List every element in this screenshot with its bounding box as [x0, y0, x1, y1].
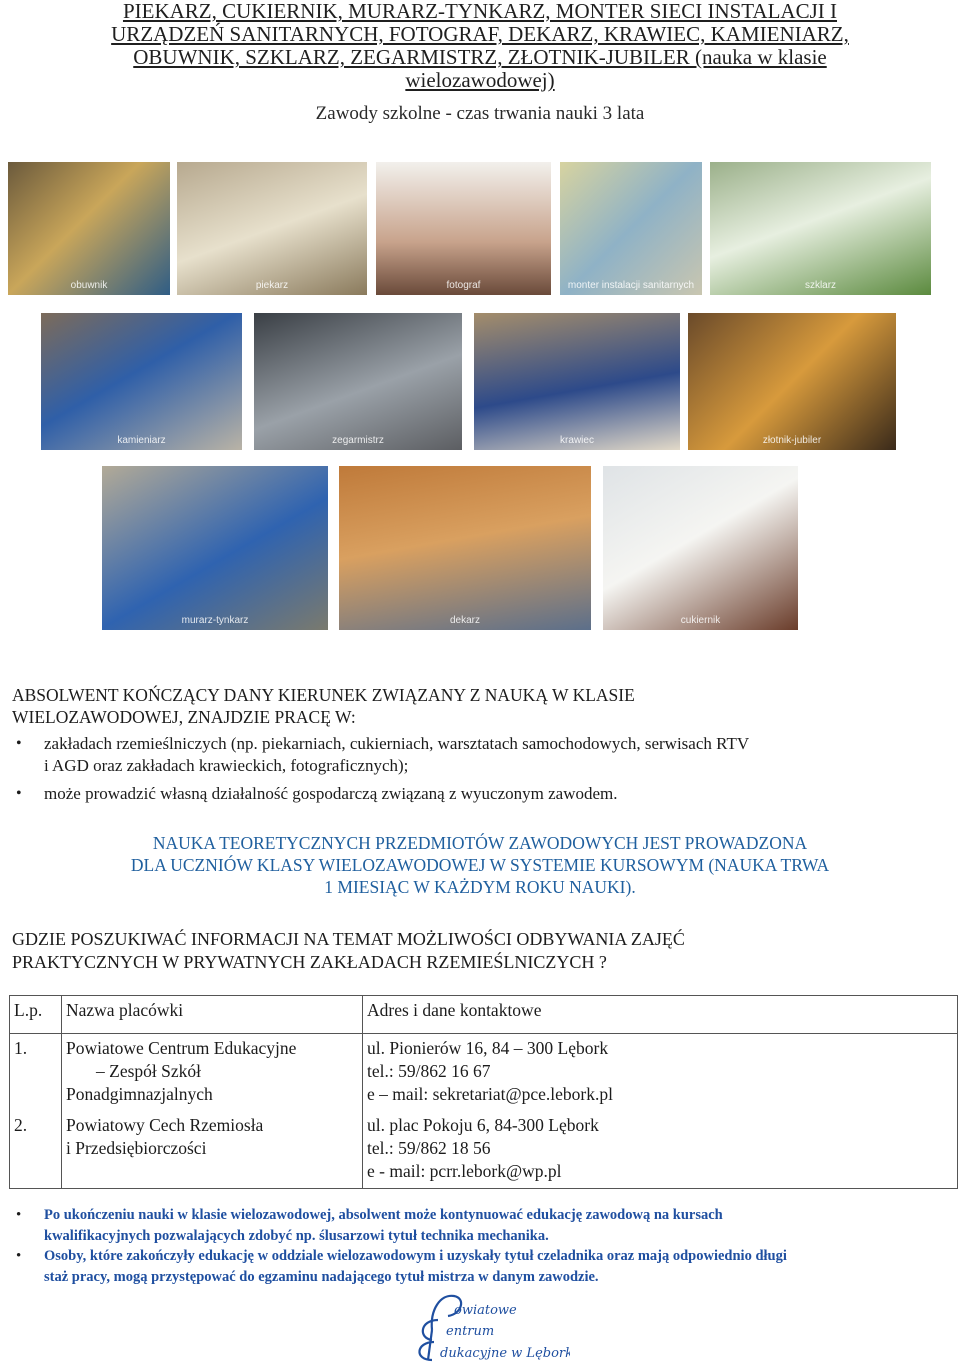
title-line: wielozawodowej): [405, 68, 555, 92]
logo-graphic: [410, 1290, 570, 1364]
contact-line: ul. plac Pokoju 6, 84-300 Lębork: [367, 1115, 599, 1135]
logo-line1: owiatowe: [454, 1303, 517, 1318]
photo-caption: dekarz: [449, 615, 480, 626]
page-subtitle: Zawody szkolne - czas trwania nauki 3 lata: [315, 103, 645, 124]
photo-kamieniarz: [41, 313, 242, 450]
name-line: Ponadgimnazjalnych: [66, 1084, 213, 1104]
photo-zlotnik: [688, 313, 896, 450]
row-contact: [363, 1034, 958, 1112]
photo-zegarmistrz: [254, 313, 462, 450]
photo-caption: obuwnik: [70, 280, 108, 291]
photo-szklarz: [710, 162, 931, 295]
list-item: [12, 783, 942, 805]
title-line: OBUWNIK, SZKLARZ, ZEGARMISTRZ, ZŁOTNIK-JUBILER (nauka w klasie: [133, 45, 827, 69]
photo-krawiec: [474, 313, 680, 450]
name-line: – Zespół Szkół: [96, 1061, 201, 1081]
photo-caption: złotnik-jubiler: [762, 435, 822, 446]
notes-list: [12, 1205, 947, 1287]
row-name: [62, 1111, 363, 1189]
row-number: 2.: [10, 1111, 62, 1189]
heading-line: ABSOLWENT KOŃCZĄCY DANY KIERUNEK ZWIĄZANY Z NAUKĄ W KLASIE: [12, 685, 635, 705]
contact-line: tel.: 59/862 18 56: [367, 1138, 491, 1158]
name-line: Powiatowe Centrum Edukacyjne: [66, 1038, 297, 1058]
photo-caption: zegarmistrz: [332, 435, 384, 446]
header-contact: Adres i dane kontaktowe: [363, 996, 958, 1034]
logo-p-stem: [428, 1330, 432, 1360]
photo-caption: cukiernik: [680, 615, 721, 626]
row-contact: [363, 1111, 958, 1189]
note-line: • Osoby, które zakończyły edukację w oddziale wielozawodowym i uzyskały tytuł czeladnika oraz mają odpowiednio długi: [44, 1248, 787, 1264]
photo-caption: krawiec: [560, 435, 594, 446]
notice-line: NAUKA TEORETYCZNYCH PRZEDMIOTÓW ZAWODOWYCH JEST PROWADZONA: [152, 833, 808, 853]
name-line: i Przedsiębiorczości: [66, 1138, 207, 1158]
graduate-heading: [12, 684, 942, 728]
photo-murarz: [102, 466, 328, 630]
bullet-line: i AGD oraz zakładach krawieckich, fotograficznych);: [44, 756, 409, 775]
notice-line: 1 MIESIĄC W KAŻDYM ROKU NAUKI).: [324, 877, 636, 897]
page-title: [10, 0, 950, 92]
photo-caption: fotograf: [446, 280, 481, 291]
contact-line: tel.: 59/862 16 67: [367, 1061, 491, 1081]
notice-line: DLA UCZNIÓW KLASY WIELOZAWODOWEJ W SYSTEMIE KURSOWYM (NAUKA TRWA: [130, 855, 830, 875]
pce-logo: [410, 1290, 570, 1364]
table-header-row: [10, 996, 958, 1034]
photo-dekarz: [339, 466, 591, 630]
photo-caption: kamieniarz: [117, 435, 166, 446]
photo-cukiernik: [603, 466, 798, 630]
title-line: URZĄDZEŃ SANITARNYCH, FOTOGRAF, DEKARZ, KRAWIEC, KAMIENIARZ,: [111, 22, 849, 46]
contact-line: ul. Pionierów 16, 84 – 300 Lębork: [367, 1038, 609, 1058]
list-item: [12, 1205, 947, 1246]
header-number: L.p.: [10, 996, 62, 1034]
note-line: • Po ukończeniu nauki w klasie wielozawodowej, absolwent może kontynuować edukację zawodową na kursach: [44, 1207, 723, 1223]
photo-obuwnik: [8, 162, 170, 295]
logo-e-shape: [419, 1342, 434, 1360]
title-line: PIEKARZ, CUKIERNIK, MURARZ-TYNKARZ, MONTER SIECI INSTALACJI I: [122, 0, 838, 23]
note-line: kwalifikacyjnych pozwalających zdobyć np. ślusarzowi tytuł technika mechanika.: [44, 1227, 549, 1244]
header-name: Nazwa placówki: [62, 996, 363, 1034]
contact-line[interactable]: e - mail: pcrr.lebork@wp.pl: [367, 1161, 562, 1181]
bullet-line: • może prowadzić własną działalność gospodarczą związaną z wyuczonym zawodem.: [44, 784, 618, 803]
contact-line[interactable]: e – mail: sekretariat@pce.lebork.pl: [367, 1084, 613, 1104]
list-item: [12, 733, 942, 777]
table-row: [10, 1111, 958, 1189]
list-item: [12, 1246, 947, 1287]
graduate-bullets: [12, 733, 942, 805]
photo-fotograf: [376, 162, 551, 295]
note-line: staż pracy, mogą przystępować do egzaminu nadającego tytuł mistrza w danym zawodzie.: [44, 1268, 599, 1285]
row-name: [62, 1034, 363, 1112]
photo-caption: murarz-tynkarz: [181, 615, 249, 626]
logo-line2: entrum: [446, 1324, 495, 1339]
logo-line3: dukacyjne w Lęborku: [440, 1346, 570, 1361]
photo-piekarz: [177, 162, 367, 295]
institutions-table: [9, 995, 958, 1189]
heading-line: WIELOZAWODOWEJ, ZNAJDZIE PRACĘ W:: [12, 707, 356, 727]
title-block: [10, 0, 950, 126]
name-line: Powiatowy Cech Rzemiosła: [66, 1115, 264, 1135]
theory-notice: [10, 832, 950, 898]
question-line: GDZIE POSZUKIWAĆ INFORMACJI NA TEMAT MOŻLIWOŚCI ODBYWANIA ZAJĘĆ: [12, 929, 685, 949]
photo-caption: szklarz: [804, 280, 837, 291]
bullet-line: • zakładach rzemieślniczych (np. piekarniach, cukierniach, warsztatach samochodowych, serwisach RTV: [44, 734, 750, 753]
photo-caption: piekarz: [255, 280, 289, 291]
row-number: 1.: [10, 1034, 62, 1112]
question-line: PRAKTYCZNYCH W PRYWATNYCH ZAKŁADACH RZEMIEŚLNICZYCH ?: [12, 952, 607, 972]
table-row: [10, 1034, 958, 1112]
photo-caption: monter instalacji sanitarnych: [567, 280, 695, 291]
question-heading: [12, 928, 942, 974]
photo-monter: [560, 162, 702, 295]
